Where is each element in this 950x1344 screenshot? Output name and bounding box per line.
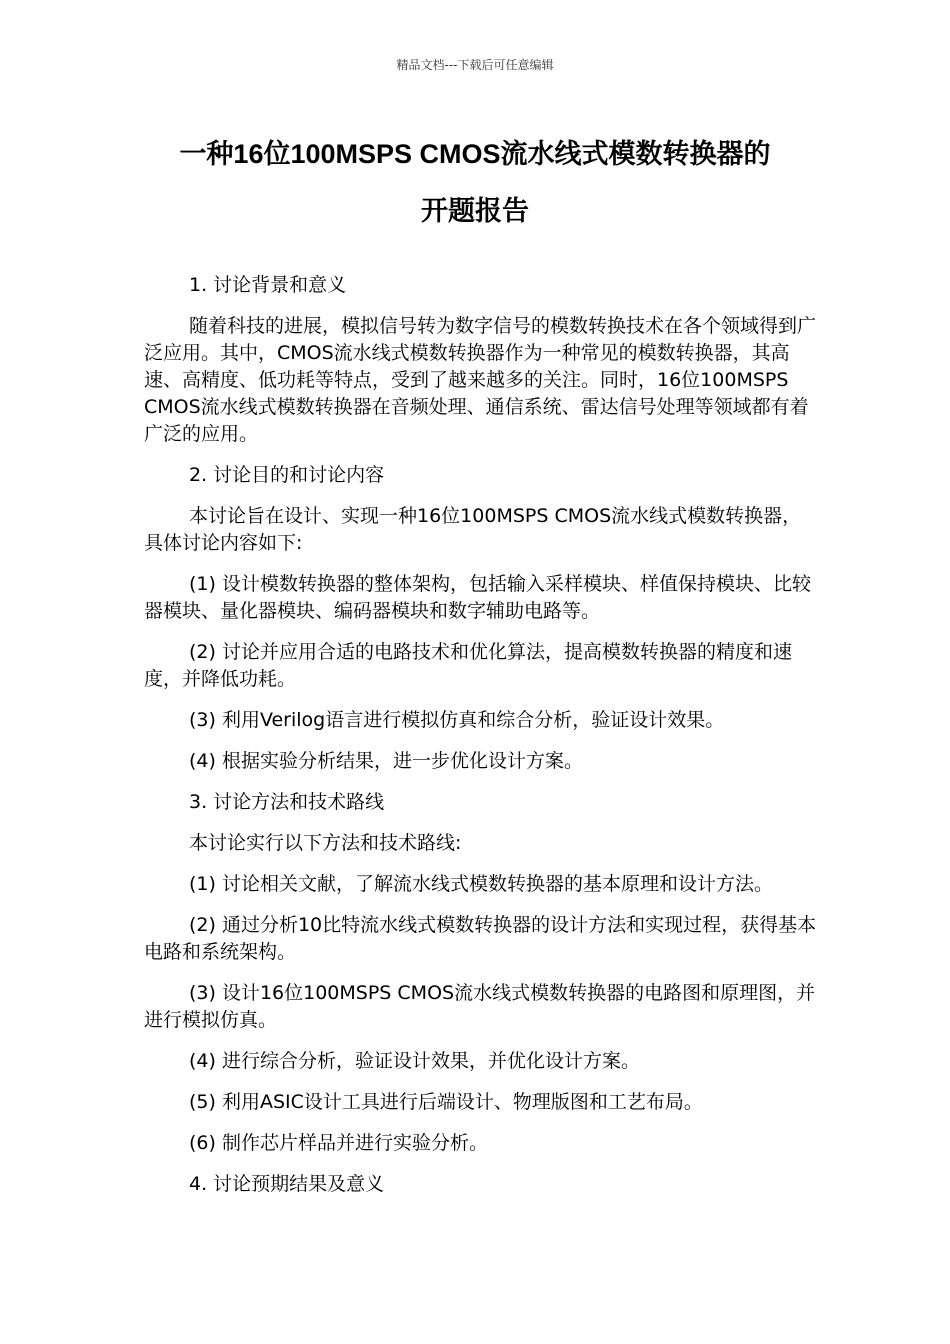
paragraph-background: 随着科技的进展，模拟信号转为数字信号的模数转换技术在各个领域得到广泛应用。其中，CMOS流水线式模数转换器作为一种常见的模数转换器，其高速、高精度、低功耗等特点，受到了越来越多的关注。同时，16位100MSPS CMOS流水线式模数转换器在音频处理、通信系统、雷达信号处理等领域都有着广泛的应用。 bbox=[144, 315, 817, 445]
list-item-method-4: (4) 进行综合分析，验证设计效果，并优化设计方案。 bbox=[189, 1050, 640, 1072]
section-heading-expected-results: 4. 讨论预期结果及意义 bbox=[189, 1173, 385, 1195]
paragraph-methods-intro: 本讨论实行以下方法和技术路线: bbox=[189, 832, 462, 854]
section-heading-background: 1. 讨论背景和意义 bbox=[189, 274, 347, 296]
list-item-objective-4: (4) 根据实验分析结果，进一步优化设计方案。 bbox=[189, 750, 583, 772]
document-title-line-1: 一种16位100MSPS CMOS流水线式模数转换器的 bbox=[179, 139, 771, 169]
list-item-method-1: (1) 讨论相关文献，了解流水线式模数转换器的基本原理和设计方法。 bbox=[189, 873, 773, 895]
list-item-objective-2: (2) 讨论并应用合适的电路技术和优化算法，提高模数转换器的精度和速度，并降低功耗。 bbox=[144, 641, 792, 690]
list-item-method-3: (3) 设计16位100MSPS CMOS流水线式模数转换器的电路图和原理图，并进行模拟仿真。 bbox=[144, 982, 816, 1031]
list-item-method-2: (2) 通过分析10比特流水线式模数转换器的设计方法和实现过程，获得基本电路和系统架构。 bbox=[144, 914, 817, 963]
document-body bbox=[144, 272, 820, 1212]
paragraph-objectives-intro: 本讨论旨在设计、实现一种16位100MSPS CMOS流水线式模数转换器，具体讨论内容如下: bbox=[144, 505, 802, 554]
list-item-objective-3: (3) 利用Verilog语言进行模拟仿真和综合分析，验证设计效果。 bbox=[189, 709, 725, 731]
section-heading-methods: 3. 讨论方法和技术路线 bbox=[189, 791, 385, 813]
list-item-objective-1: (1) 设计模数转换器的整体架构，包括输入采样模块、样值保持模块、比较器模块、量化器模块、编码器模块和数字辅助电路等。 bbox=[144, 573, 811, 622]
section-heading-objectives: 2. 讨论目的和讨论内容 bbox=[189, 464, 385, 486]
document-title-line-2: 开题报告 bbox=[421, 196, 529, 226]
page-header: 精品文档---下载后可任意编辑 bbox=[396, 58, 554, 72]
list-item-method-5: (5) 利用ASIC设计工具进行后端设计、物理版图和工艺布局。 bbox=[189, 1091, 703, 1113]
list-item-method-6: (6) 制作芯片样品并进行实验分析。 bbox=[189, 1132, 488, 1154]
